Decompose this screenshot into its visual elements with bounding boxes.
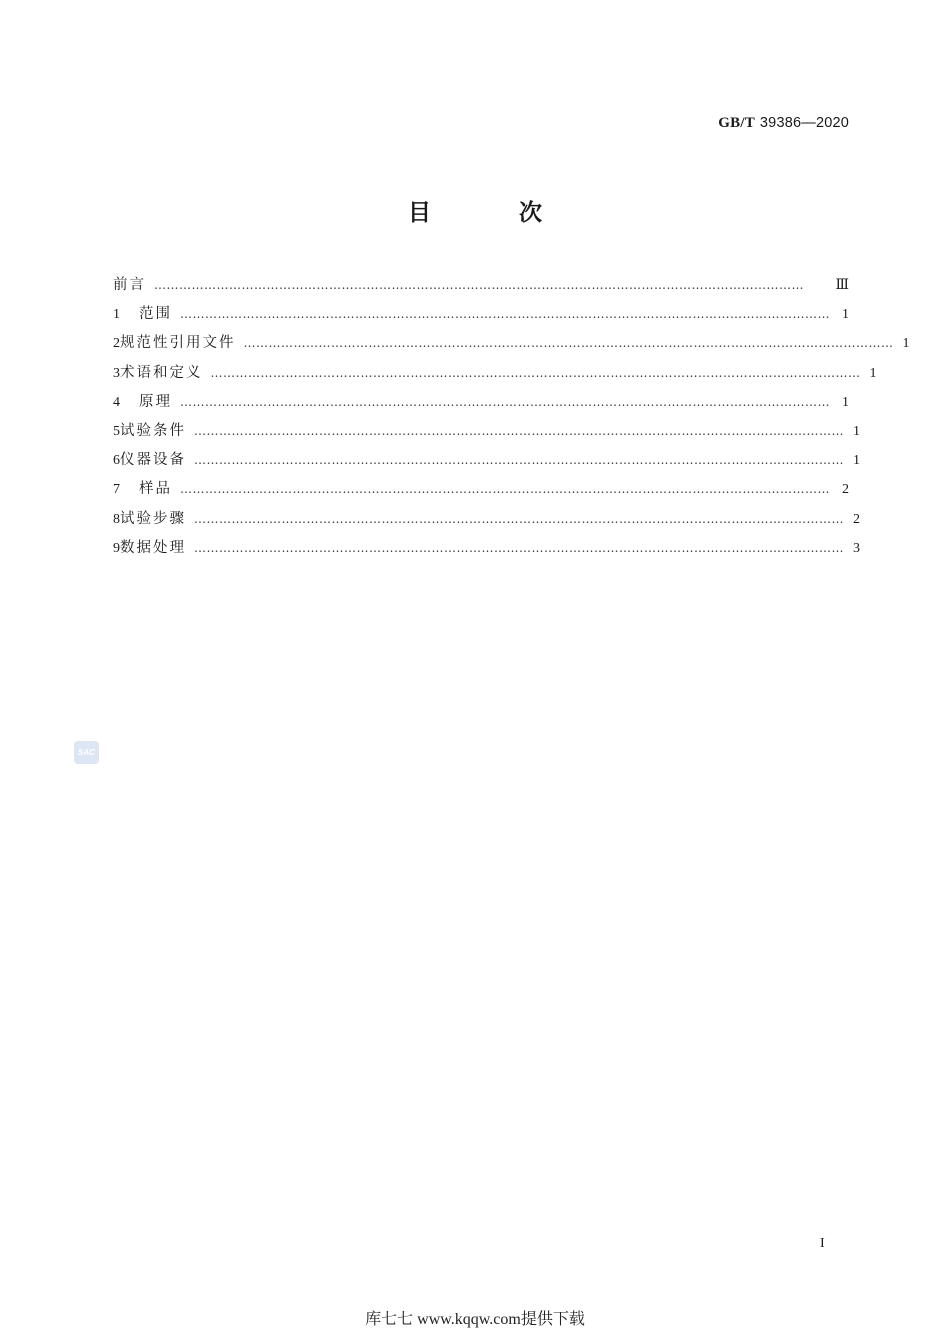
toc-entry-page: 1: [902, 336, 910, 352]
toc-entry-1[interactable]: [113, 301, 849, 330]
toc-leader-dots: …………………………………………………………………………………………………………………………………………: [180, 307, 830, 322]
toc-entry-number: 9: [113, 540, 120, 556]
toc-entry-2[interactable]: [113, 330, 910, 359]
standard-code: [718, 113, 849, 132]
toc-title: 目 次: [407, 200, 582, 226]
toc-leader-dots: …………………………………………………………………………………………………………………………………………: [180, 482, 830, 497]
standard-number: 39386—2020: [759, 115, 849, 131]
footer-download-note: 库七七 www.kqqw.com提供下载: [365, 1311, 585, 1328]
toc-entry-foreword[interactable]: [113, 272, 849, 301]
toc-entry-number: 8: [113, 511, 120, 527]
toc-leader-dots: …………………………………………………………………………………………………………………………………………: [194, 423, 844, 438]
table-of-contents: [113, 272, 910, 564]
toc-entry-number: 7: [113, 482, 120, 498]
toc-leader-dots: …………………………………………………………………………………………………………………………………………: [194, 453, 844, 468]
toc-entry-page: 1: [853, 453, 860, 469]
toc-entry-text: 数据处理: [120, 539, 186, 556]
toc-entry-page: 1: [853, 423, 860, 439]
toc-entry-4[interactable]: [113, 389, 849, 418]
toc-entry-page: 1: [842, 307, 849, 323]
toc-leader-dots: …………………………………………………………………………………………………………………………………………: [194, 540, 844, 555]
toc-entry-number: 5: [113, 423, 120, 439]
toc-entry-page: 3: [853, 540, 860, 556]
toc-entry-page: 1: [869, 365, 877, 381]
toc-entry-6[interactable]: [113, 447, 860, 476]
toc-entry-text: 范围: [139, 306, 172, 323]
toc-entry-number: 6: [113, 453, 120, 469]
toc-entry-3[interactable]: [113, 360, 877, 389]
toc-entry-number: 1: [113, 307, 120, 323]
toc-leader-dots: …………………………………………………………………………………………………………………………………………: [154, 278, 804, 292]
page-number: I: [820, 1236, 825, 1251]
toc-entry-page: Ⅲ: [835, 278, 849, 293]
toc-entry-7[interactable]: [113, 476, 849, 505]
toc-entry-text: 原理: [139, 393, 172, 410]
toc-leader-dots: …………………………………………………………………………………………………………………………………………: [194, 511, 844, 526]
toc-entry-text: 试验步骤: [120, 510, 186, 527]
toc-entry-text: 术语和定义: [120, 364, 203, 381]
toc-entry-text: 试验条件: [120, 422, 186, 439]
sac-logo-icon: SAC: [74, 741, 99, 764]
toc-entry-page: 2: [842, 482, 849, 498]
toc-entry-8[interactable]: [113, 506, 860, 535]
toc-leader-dots: …………………………………………………………………………………………………………………………………………: [243, 336, 894, 351]
toc-entry-text: 样品: [139, 481, 172, 498]
toc-entry-page: 1: [842, 394, 849, 410]
standard-prefix: GB/T: [718, 115, 755, 131]
toc-entry-text: 仪器设备: [120, 452, 186, 469]
toc-leader-dots: …………………………………………………………………………………………………………………………………………: [210, 365, 861, 380]
toc-entry-5[interactable]: [113, 418, 860, 447]
toc-entry-9[interactable]: [113, 535, 860, 564]
toc-leader-dots: …………………………………………………………………………………………………………………………………………: [180, 394, 830, 409]
toc-entry-number: 4: [113, 394, 120, 410]
toc-entry-text: 前言: [113, 277, 146, 293]
toc-entry-number: 2: [113, 336, 120, 352]
toc-entry-number: 3: [113, 365, 120, 381]
toc-entry-page: 2: [853, 511, 860, 527]
toc-entry-text: 规范性引用文件: [120, 335, 236, 352]
